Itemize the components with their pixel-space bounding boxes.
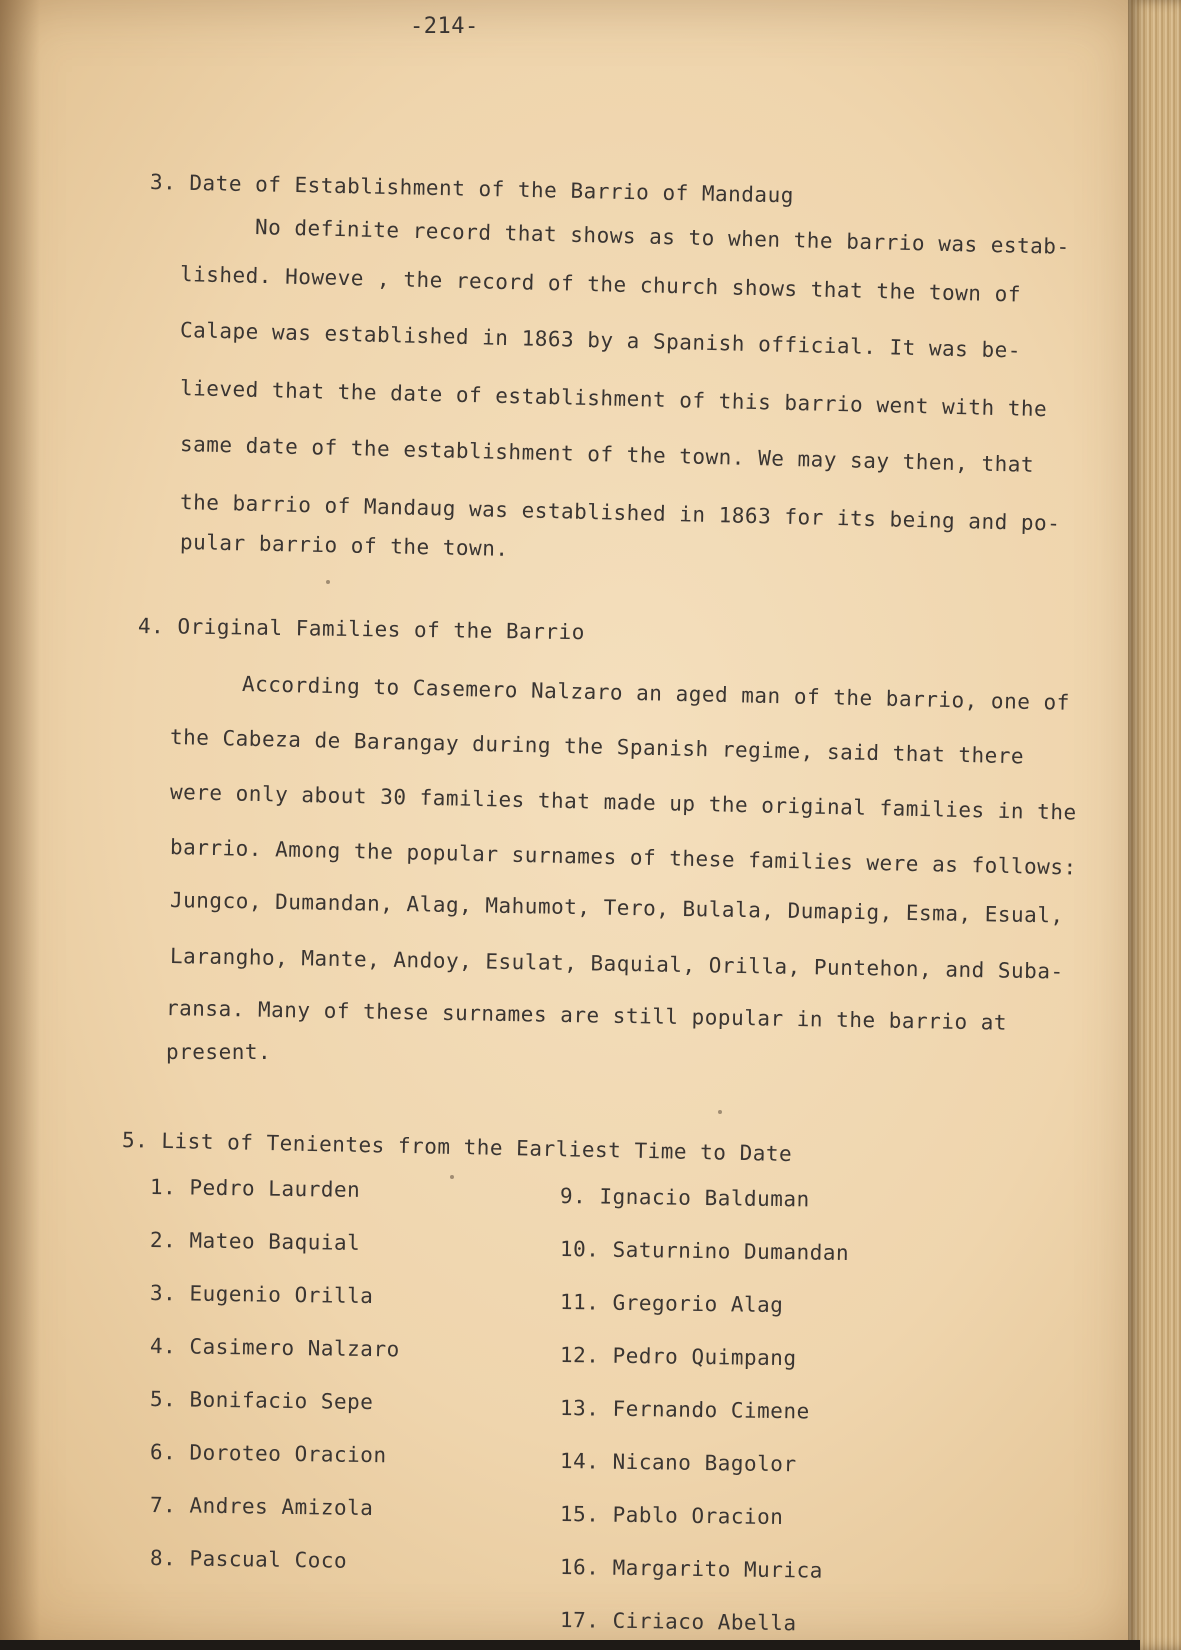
section-4-line: Jungco, Dumandan, Alag, Mahumot, Tero, Bulala, Dumapig, Esma, Esual, <box>169 888 1064 928</box>
teniente-list-item: 3. Eugenio Orilla <box>149 1281 374 1309</box>
section-4-line: According to Casemero Nalzaro an aged man of the barrio, one of <box>241 672 1071 715</box>
section-4-heading: 4. Original Families of the Barrio <box>137 614 585 645</box>
teniente-list-item: 17. Ciriaco Abella <box>559 1608 797 1636</box>
section-3-line: lished. Howeve , the record of the church shows that the town of <box>179 262 1022 307</box>
teniente-list-item: 6. Doroteo Oracion <box>149 1440 387 1468</box>
teniente-list-item: 12. Pedro Quimpang <box>559 1343 797 1371</box>
section-4-line: present. <box>166 1040 272 1064</box>
section-3-line: lieved that the date of establishment of this barrio went with the <box>179 376 1048 422</box>
scan-bottom-edge <box>0 1640 1140 1650</box>
teniente-list-item: 8. Pascual Coco <box>149 1546 348 1573</box>
teniente-list-item: 1. Pedro Laurden <box>149 1175 361 1202</box>
section-3-line: same date of the establishment of the town. We may say then, that <box>179 432 1035 477</box>
section-3-line: pular barrio of the town. <box>179 530 509 561</box>
teniente-list-item: 11. Gregorio Alag <box>559 1290 784 1318</box>
section-4-line: barrio. Among the popular surnames of these families were as follows: <box>169 835 1077 880</box>
teniente-list-item: 14. Nicano Bagolor <box>559 1449 797 1477</box>
section-3-line: Calape was established in 1863 by a Spanish official. It was be- <box>179 318 1022 363</box>
section-4-line: the Cabeza de Barangay during the Spanish regime, said that there <box>169 725 1025 769</box>
teniente-list-item: 9. Ignacio Balduman <box>559 1184 810 1212</box>
section-4-line: Larangho, Mante, Andoy, Esulat, Baquial, Orilla, Puntehon, and Suba- <box>169 944 1064 984</box>
teniente-list-item: 16. Margarito Murica <box>559 1555 824 1583</box>
binding-shadow <box>0 0 40 1650</box>
teniente-list-item: 13. Fernando Cimene <box>559 1396 810 1424</box>
teniente-list-item: 7. Andres Amizola <box>149 1493 374 1521</box>
teniente-list-item: 2. Mateo Baquial <box>149 1228 361 1255</box>
section-4-line: ransa. Many of these surnames are still popular in the barrio at <box>165 996 1008 1035</box>
paper-speck <box>450 1175 454 1179</box>
page-number: -214- <box>410 14 479 39</box>
teniente-list-item: 4. Casimero Nalzaro <box>149 1334 400 1362</box>
paper-speck <box>718 1110 722 1114</box>
teniente-list-item: 10. Saturnino Dumandan <box>559 1237 850 1266</box>
page-stack-edge <box>1128 0 1181 1650</box>
section-5-heading: 5. List of Tenientes from the Earliest Time to Date <box>121 1128 793 1167</box>
teniente-list-item: 15. Pablo Oracion <box>559 1502 784 1530</box>
section-3-heading: 3. Date of Establishment of the Barrio of Mandaug <box>149 170 795 208</box>
paper-speck <box>326 580 330 584</box>
teniente-list-item: 5. Bonifacio Sepe <box>149 1387 374 1415</box>
section-3-line: No definite record that shows as to when the barrio was estab- <box>254 215 1070 259</box>
section-3-line: the barrio of Mandaug was established in 1863 for its being and po- <box>179 490 1061 536</box>
section-4-line: were only about 30 families that made up the original families in the <box>169 780 1077 825</box>
